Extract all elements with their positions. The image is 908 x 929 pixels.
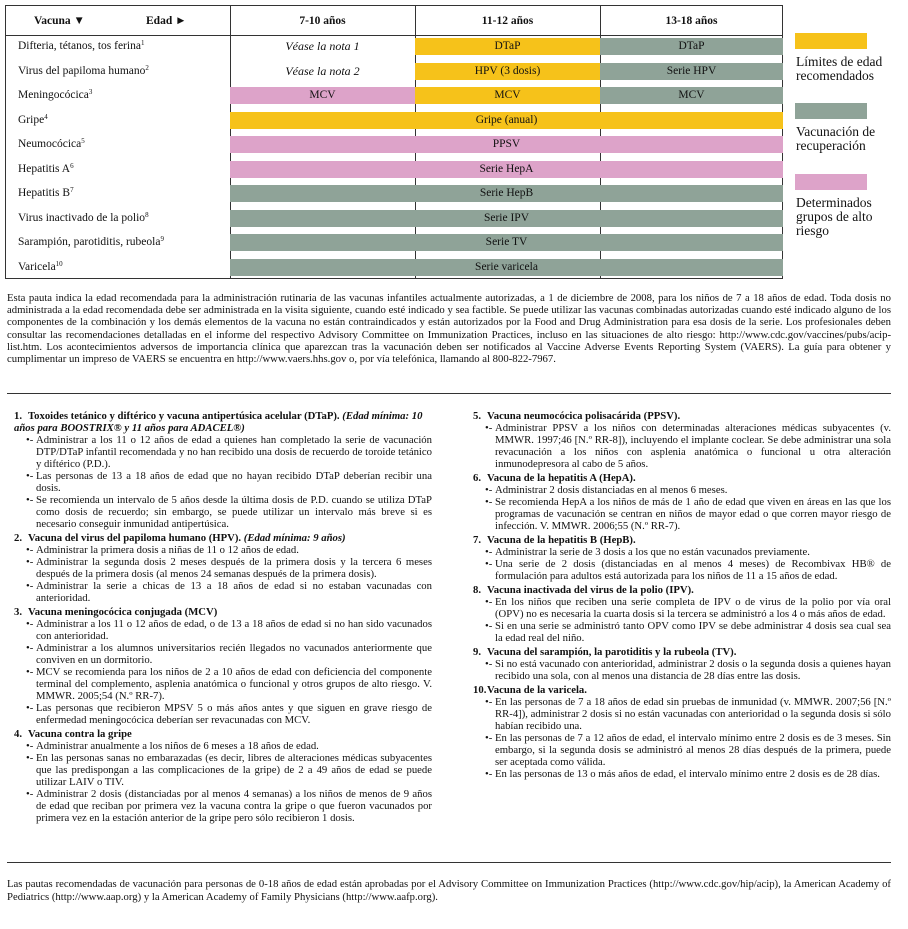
- bar-catch-up: Serie HPV: [600, 63, 783, 80]
- bar-high-risk: MCV: [230, 87, 415, 104]
- intro-paragraph: Esta pauta indica la edad recomendada para la administración rutinaria de las vacunas infantiles actualmente autorizadas, a 1 de diciembre de 2008, para los niños de 7 a 18 años de edad. Toda dosis no administrada a la edad recomendada debe ser administrada en la visita siguiente, cuando esté indicado y sea factible. Se puede utilizar las vacunas combinadas autorizadas cuando esté indicado alguno de los componentes de la combinación y los demás elementos de la vacuna no están contraindicados y están autorizados por la Food and Drug Administration para esa dosis de la serie. Los profesionales deben consultar las recomendaciones detalladas en el informe del respectivo Advisory Committee on Immunization Practices, incluso en las situaciones de alto riesgo: http://www.cdc.gov/vaccines/pubs/acip-list.htm. Los acontecimientos adversos de importancia clínica que aparezcan tras la vacunación deben ser notificados al Vaccine Adverse Events Reporting System (VAERS). La guía para obtener y cumplimentar un impreso de VAERS se encuentra en http://www.vaers.hhs.gov o, por vía telefónica, llamando al 800-822-7967.: [7, 292, 891, 366]
- vaccine-row-label: Sarampión, parotiditis, rubeola$^9$: [18, 235, 164, 248]
- notes-right-column: [473, 408, 891, 780]
- bar-recommended: MCV: [415, 87, 600, 104]
- note-bullet: •- Administrar a los alumnos universitarios recién llegados no vacunados anteriormente que conviven en un dormitorio.: [14, 642, 432, 666]
- note-bullet: •- Si en una serie se administró tanto OPV como IPV se debe administrar 4 dosis sea cual sea la edad real del niño.: [473, 620, 891, 644]
- vaccine-row-label: Varicela$^{10}$: [18, 260, 63, 273]
- note-bullet: •- Administrar la serie a chicas de 13 a 18 años de edad si no estaban vacunadas con anterioridad.: [14, 580, 432, 604]
- vaccine-row-label: Virus inactivado de la polio$^8$: [18, 211, 149, 224]
- age-header-13-18: 13-18 años: [665, 15, 718, 27]
- note-reference: Véase la nota 2: [285, 64, 360, 78]
- divider-line: [7, 393, 891, 394]
- note-bullet: •- En las personas de 7 a 12 años de edad, el intervalo mínimo entre 2 dosis es de 3 meses. Sin embargo, si la segunda dosis se administró al menos 28 días después de la primera, puede ser aceptada como válida.: [473, 732, 891, 768]
- bar-catch-up: Serie HepB: [230, 185, 783, 202]
- bar-catch-up: Serie varicela: [230, 259, 783, 276]
- note-bullet: •- Administrar a los 11 o 12 años de edad a quienes han completado la serie de vacunación DTP/DTaP infantil recomendada y no han recibido una dosis de recuerdo de toroide tetánico y diftérico (P.D.).: [14, 434, 432, 470]
- notes-left-column: [14, 408, 432, 824]
- legend-swatch-recommended: [795, 33, 867, 49]
- bar-high-risk: PPSV: [230, 136, 783, 153]
- age-header-11-12: 11-12 años: [481, 15, 534, 27]
- note-bullet: •- Administrar la primera dosis a niñas de 11 o 12 años de edad.: [14, 544, 432, 556]
- note-bullet: •- Administrar la segunda dosis 2 meses después de la primera dosis y la tercera 6 meses después de la primera dosis (al menos 24 semanas después de la primera dosis).: [14, 556, 432, 580]
- note-heading: 4. Vacuna contra la gripe: [14, 728, 132, 740]
- schedule-table: [5, 5, 783, 279]
- bar-catch-up: Serie IPV: [230, 210, 783, 227]
- note-heading: 9. Vacuna del sarampión, la parotiditis y la rubeola (TV).: [473, 646, 737, 658]
- note-bullet: •- Una serie de 2 dosis (distanciadas en al menos 4 meses) de Recombivax HB® de formulación para adultos está autorizada para los niños de 11 a 15 años de edad.: [473, 558, 891, 582]
- note-bullet: •- En los niños que reciben una serie completa de IPV o de virus de la polio por vía oral (OPV) no es necesaria la cuarta dosis si la tercera se administró a los 4 o más años de edad.: [473, 596, 891, 620]
- note-bullet: •- Se recomienda HepA a los niños de más de 1 año de edad que viven en áreas en las que los programas de vacunación se centran en niños de mayor edad o que corren mayor riesgo de infección. V. MMWR. 2006;55 (N.º RR-7).: [473, 496, 891, 532]
- note-heading: 3. Vacuna meningocócica conjugada (MCV): [14, 606, 218, 618]
- vaccine-column-header: Vacuna ▼: [34, 15, 85, 27]
- age-column-header: Edad ►: [146, 15, 187, 27]
- note-bullet: •- En las personas de 13 o más años de edad, el intervalo mínimo entre 2 dosis es de 28 días.: [473, 768, 891, 780]
- header-divider: [6, 35, 782, 36]
- note-bullet: •- En las personas de 7 a 18 años de edad sin pruebas de inmunidad (v. MMWR. 2007;56 [N.º RR-4]), administrar 2 dosis si no están vacunadas con anterioridad o la segunda dosis si sólo habían recibido una.: [473, 696, 891, 732]
- divider-line: [7, 862, 891, 863]
- note-bullet: •- Las personas que recibieron MPSV 5 o más años antes y que siguen en grave riesgo de enfermedad meningocócica deberían ser revacunadas con MCV.: [14, 702, 432, 726]
- note-heading: 1. Toxoides tetánico y diftérico y vacuna antipertúsica acelular (DTaP). (Edad mínima: 10 años para BOOSTRIX® y 11 años para ADACEL®): [14, 410, 423, 434]
- bar-catch-up: DTaP: [600, 38, 783, 55]
- note-heading: 8. Vacuna inactivada del virus de la polio (IPV).: [473, 584, 694, 596]
- legend-label-catch-up: Vacunación de recuperación: [796, 124, 876, 153]
- note-bullet: •- Administrar PPSV a los niños con determinadas alteraciones médicas subyacentes (v. MMWR. 1997;46 [N.º RR-8]), incluyendo el implante coclear. Se debe administrar una sola revacunación a los niños con asplenia anatómica o funcional u otra alteración inmunodepresora al cabo de 5 años.: [473, 422, 891, 470]
- note-heading: 7. Vacuna de la hepatitis B (HepB).: [473, 534, 636, 546]
- note-bullet: •- Administrar 2 dosis distanciadas en al menos 6 meses.: [473, 484, 891, 496]
- vaccine-row-label: Meningocócica$^3$: [18, 88, 93, 101]
- legend-swatch-catch-up: [795, 103, 867, 119]
- note-bullet: •- Administrar anualmente a los niños de 6 meses a 18 años de edad.: [14, 740, 432, 752]
- bar-recommended: Gripe (anual): [230, 112, 783, 129]
- bar-catch-up: Serie TV: [230, 234, 783, 251]
- note-bullet: •- Se recomienda un intervalo de 5 años desde la última dosis de P.D. cuando se utiliza DTaP como dosis de recuerdo; sin embargo, se puede utilizar un intervalo más breve si es necesario conseguir inmunidad antipertúsica.: [14, 494, 432, 530]
- note-heading: 2. Vacuna del virus del papiloma humano (HPV). (Edad mínima: 9 años): [14, 532, 346, 544]
- vaccine-row-label: Neumocócica$^5$: [18, 137, 85, 150]
- footer-paragraph: Las pautas recomendadas de vacunación para personas de 0-18 años de edad están aprobadas por el Advisory Committee on Immunization Practices (http://www.cdc.gov/hip/acip), la American Academy of Pediatrics (http://www.aap.org) y la American Academy of Family Physicians (http://www.aafp.org).: [7, 878, 891, 903]
- legend-label-recommended: Límites de edad recomendados: [796, 54, 883, 83]
- bar-catch-up: MCV: [600, 87, 783, 104]
- legend-swatch-high-risk: [795, 174, 867, 190]
- legend-label-high-risk: Determinados grupos de alto riesgo: [796, 195, 873, 238]
- age-header-7-10: 7-10 años: [299, 15, 346, 27]
- note-bullet: •- Administrar a los 11 o 12 años de edad, o de 13 a 18 años de edad si no han sido vacunados con anterioridad.: [14, 618, 432, 642]
- note-bullet: •- Administrar la serie de 3 dosis a los que no están vacunados previamente.: [473, 546, 891, 558]
- vaccine-row-label: Hepatitis $B^7$: [18, 186, 74, 199]
- note-heading: 5. Vacuna neumocócica polisacárida (PPSV).: [473, 410, 681, 422]
- note-bullet: •- Si no está vacunado con anterioridad, administrar 2 dosis o la segunda dosis a quienes hayan recibido una sola, con al menos una distancia de 28 días entre las dosis.: [473, 658, 891, 682]
- vaccine-row-label: Gripe$^4$: [18, 113, 48, 126]
- vaccine-row-label: Difteria, tétanos, tos ferina$^1$: [18, 39, 145, 52]
- note-reference: Véase la nota 1: [285, 39, 360, 53]
- bar-recommended: DTaP: [415, 38, 600, 55]
- note-bullet: •- MCV se recomienda para los niños de 2 a 10 años de edad con deficiencia del componente terminal del complemento, asplenia anatómica o funcional y otros grupos de alto riesgo. V. MMWR. 2005;54 (N.º RR-7).: [14, 666, 432, 702]
- bar-recommended: HPV (3 dosis): [415, 63, 600, 80]
- note-bullet: •- En las personas sanas no embarazadas (es decir, libres de alteraciones médicas subyacentes que las predispongan a las complicaciones de la gripe) de 2 a 49 años de edad se puede utilizar LAIV o TIV.: [14, 752, 432, 788]
- vaccine-row-label: Virus del papiloma humano$^2$: [18, 64, 149, 77]
- bar-high-risk: Serie HepA: [230, 161, 783, 178]
- note-bullet: •- Las personas de 13 a 18 años de edad que no hayan recibido DTaP deberían recibir una dosis.: [14, 470, 432, 494]
- note-bullet: •- Administrar 2 dosis (distanciadas por al menos 4 semanas) a los niños de menos de 9 años de edad que reciban por primera vez la vacuna contra la gripe o que fueron vacunados por primera vez en la estación anterior de la gripe pero sólo recibieron 1 dosis.: [14, 788, 432, 824]
- note-heading: 10.Vacuna de la varicela.: [473, 684, 587, 696]
- note-heading: 6. Vacuna de la hepatitis A (HepA).: [473, 472, 636, 484]
- vaccine-row-label: Hepatitis $A^6$: [18, 162, 74, 175]
